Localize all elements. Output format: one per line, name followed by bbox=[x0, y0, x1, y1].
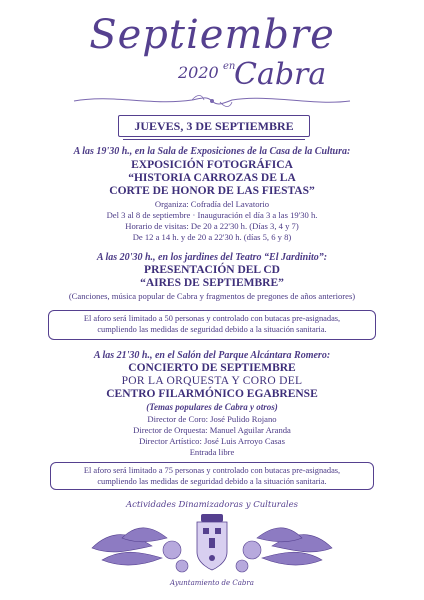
footer-organizer: Ayuntamiento de Cabra bbox=[170, 579, 254, 587]
event3-detail: Director de Coro: José Pulido Rojano bbox=[147, 414, 277, 424]
event3-notice bbox=[50, 462, 374, 490]
title-city: Cabra bbox=[234, 57, 327, 92]
notice-line: cumpliendo las medidas de seguridad debido a la situación sanitaria. bbox=[97, 477, 327, 486]
flourish-divider-icon bbox=[72, 92, 352, 110]
event3-detail: Director Artístico: José Luis Arroyo Casas bbox=[139, 436, 285, 446]
event2-subtitle: (Canciones, música popular de Cabra y fragmentos de pregones de años anteriores) bbox=[68, 291, 356, 301]
event3-title-2: POR LA ORQUESTA Y CORO DEL bbox=[121, 375, 303, 387]
event2-title-2: “AIRES DE SEPTIEMBRE” bbox=[140, 277, 284, 289]
event2-title-1: PRESENTACIÓN DEL CD bbox=[144, 264, 280, 276]
event1-detail: Organiza: Cofradía del Lavatorio bbox=[154, 199, 270, 209]
event2-notice bbox=[48, 310, 376, 340]
floral-coat-of-arms-icon bbox=[82, 508, 342, 578]
event1-intro: A las 19'30 h., en la Sala de Exposiciones de la Casa de la Cultura: bbox=[73, 146, 351, 157]
title-month: Septiembre bbox=[89, 12, 335, 58]
event1-title-2: “HISTORIA CARROZAS DE LA bbox=[128, 172, 296, 184]
event3-detail: Entrada libre bbox=[189, 447, 235, 457]
footer-label: Actividades Dinamizadoras y Culturales bbox=[125, 500, 299, 510]
event3-detail: Director de Orquesta: Manuel Aguilar Aranda bbox=[133, 425, 291, 435]
notice-line: El aforo será limitado a 75 personas y controlado con butacas pre-asignadas, bbox=[83, 466, 341, 475]
event3-title-1: CONCIERTO DE SEPTIEMBRE bbox=[128, 362, 296, 374]
notice-line: cumpliendo las medidas de seguridad debido a la situación sanitaria. bbox=[97, 325, 327, 334]
event1-detail: Del 3 al 8 de septiembre · Inauguración el día 3 a las 19'30 h. bbox=[106, 210, 318, 220]
date-banner: JUEVES, 3 DE SEPTIEMBRE bbox=[118, 115, 310, 137]
notice-line: El aforo será limitado a 50 personas y controlado con butacas pre-asignadas, bbox=[83, 314, 341, 323]
event1-title-1: EXPOSICIÓN FOTOGRÁFICA bbox=[131, 159, 293, 171]
title-year: 2020 bbox=[178, 63, 219, 82]
event3-intro: A las 21'30 h., en el Salón del Parque Alcántara Romero: bbox=[93, 350, 331, 361]
event1-detail: Horario de visitas: De 20 a 22'30 h. (Días 3, 4 y 7) bbox=[125, 221, 299, 231]
event2-intro: A las 20'30 h., en los jardines del Teatro “El Jardinito”: bbox=[96, 252, 328, 263]
event1-title-3: CORTE DE HONOR DE LAS FIESTAS” bbox=[109, 185, 315, 197]
event1-detail: De 12 a 14 h. y de 20 a 22'30 h. (días 5, 6 y 8) bbox=[132, 232, 292, 242]
title-en: en bbox=[223, 61, 236, 72]
event3-subtitle: (Temas populares de Cabra y otros) bbox=[146, 402, 278, 412]
event3-title-3: CENTRO FILARMÓNICO EGABRENSE bbox=[106, 388, 318, 400]
